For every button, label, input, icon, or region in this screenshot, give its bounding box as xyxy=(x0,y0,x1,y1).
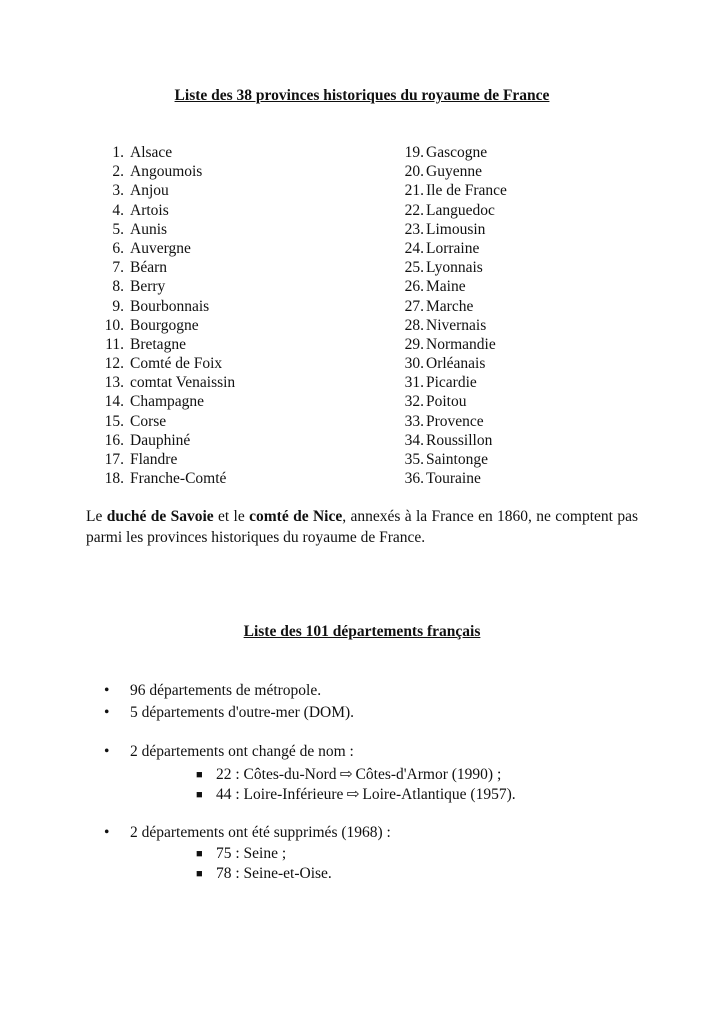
bullet-item: • 96 départements de métropole. xyxy=(104,682,322,699)
bullet-item: • 5 départements d'outre-mer (DOM). xyxy=(104,704,355,721)
renamed-item: ■ 44 : Loire-Inférieure ⇨ Loire-Atlantique (1957). xyxy=(196,786,516,803)
square-bullet-icon: ■ xyxy=(196,769,203,781)
provinces-title: Liste des 38 provinces historiques du royaume de France xyxy=(174,87,550,104)
arrow-right-icon: ⇨ xyxy=(346,786,360,803)
bullet-icon: • xyxy=(104,682,110,699)
removed-item: ■ 75 : Seine ; xyxy=(196,845,287,862)
bullet-item: • 2 départements ont été supprimés (1968) : xyxy=(104,824,391,841)
savoie-nice-note: Le duché de Savoie et le comté de Nice, annexés à la France en 1860, ne comptent pas parmi les provinces historiques du royaume de France. xyxy=(86,508,639,546)
duche-savoie-bold: duché de Savoie xyxy=(106,508,214,525)
bullet-icon: • xyxy=(104,824,110,841)
bullet-icon: • xyxy=(104,704,110,721)
comte-nice-bold: comté de Nice xyxy=(249,508,343,525)
square-bullet-icon: ■ xyxy=(196,789,203,801)
square-bullet-icon: ■ xyxy=(196,868,203,880)
bullet-item: • 2 départements ont changé de nom : xyxy=(104,743,354,760)
square-bullet-icon: ■ xyxy=(196,848,203,860)
renamed-item: ■ 22 : Côtes-du-Nord ⇨ Côtes-d'Armor (1990) ; xyxy=(196,766,502,783)
departements-title: Liste des 101 départements français xyxy=(243,623,481,640)
arrow-right-icon: ⇨ xyxy=(339,766,353,783)
bullet-icon: • xyxy=(104,743,110,760)
removed-item: ■ 78 : Seine-et-Oise. xyxy=(196,865,332,882)
